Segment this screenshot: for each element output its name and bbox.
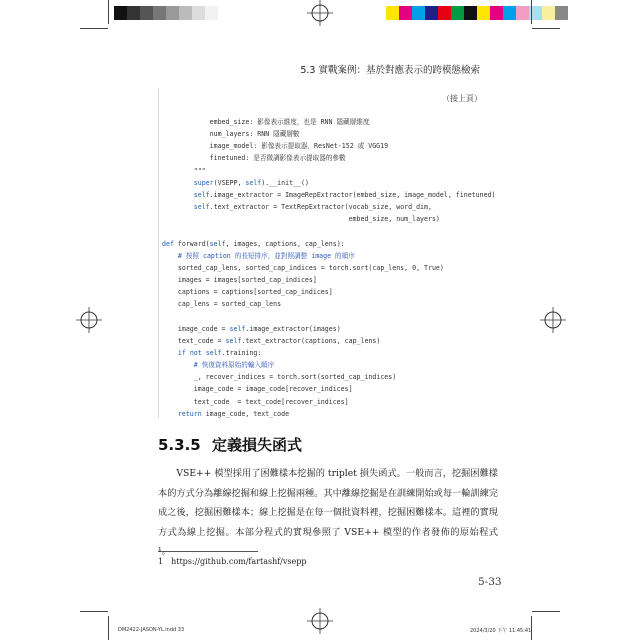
body-paragraph: VSE++ 模型採用了困難樣本挖掘的 triplet 損失函式。一般而言，挖掘困難樣本的方式分為離線挖掘和線上挖掘兩種。其中離線挖掘是在訓練開始或每一輪訓練完成之後，挖掘困難樣本；線上挖掘是在每一個批資料裡，挖掘困難樣本。這裡的實現方式為線上挖掘。本部分程式的實現參照了 VSE++ 模型的作者發佈的原始程式 ¹。 [158,468,498,557]
slug-filename: DM2422-JASON-YL.indd 33 [118,627,185,633]
color-swatch [477,6,490,20]
color-swatch [179,6,192,20]
color-swatch [166,6,179,20]
code-listing: embed_size: 影像表示維度，也是 RNN 隱藏層維度 num_layers: RNN 隱藏層數 image_model: 影像表示提取器，ResNet-152 或 VGG19 finetuned: 是否微調影像表示提取器的參數 """ super(VSEPP, self).__init__() self.image_extractor = ImageRepExtractor(embed_size, image_model, finetuned) self.text_extractor = TextRepExtractor(vocab_size, word_dim, embed_size, num_layers) def forward(self, images, captions, cap_lens): # 按照 caption 的長短排序，並對照調整 image 的順序 sorted_cap_lens, sorted_cap_indices = torch.sort(cap_lens, 0, True) images = images[sorted_cap_indices] captions = captions[sorted_cap_indices] cap_lens = sorted_cap_lens image_code = self.image_extractor(images) text_code = self.text_extractor(captions, cap_lens) if not self.training: # 恢復資料原始的輸入順序 _, recover_indices = torch.sort(sorted_cap_indices) image_code = image_code[recover_indices] text_code = text_code[recover_indices] return image_code, text_code [162,118,496,418]
registration-mark-bottom [307,608,333,634]
color-swatch [490,6,503,20]
crop-mark [108,0,109,24]
crop-mark [531,0,532,24]
registration-mark-right [540,307,566,333]
color-swatch [386,6,399,20]
crop-mark [532,611,560,612]
color-swatch [464,6,477,20]
color-bar-right [386,6,568,20]
color-bar-left [114,6,218,20]
color-swatch [503,6,516,20]
color-swatch [412,6,425,20]
color-swatch [516,6,529,20]
color-swatch [140,6,153,20]
section-title: 定義損失函式 [211,436,302,454]
registration-mark-left [76,307,102,333]
running-head: 5.3 實戰案例：基於對應表示的跨模態檢索 [300,65,480,76]
color-swatch [425,6,438,20]
continued-note: （接上頁） [442,94,482,103]
crop-mark [108,616,109,640]
color-swatch [192,6,205,20]
crop-mark [80,28,108,29]
page-number: 5-33 [478,576,502,588]
footnote: 1 https://github.com/fartashf/vsepp [158,557,307,566]
color-swatch [555,6,568,20]
section-number: 5.3.5 [158,436,201,454]
color-swatch [153,6,166,20]
color-swatch [127,6,140,20]
slug-timestamp: 2024/3/20 下午 11:45:41 [470,628,532,634]
section-heading [158,434,302,455]
color-swatch [451,6,464,20]
color-swatch [542,6,555,20]
crop-mark [532,28,560,29]
registration-mark-top [307,0,333,26]
crop-mark [80,611,108,612]
color-swatch [114,6,127,20]
footnote-rule [158,551,258,552]
color-swatch [399,6,412,20]
color-swatch [438,6,451,20]
color-swatch [205,6,218,20]
